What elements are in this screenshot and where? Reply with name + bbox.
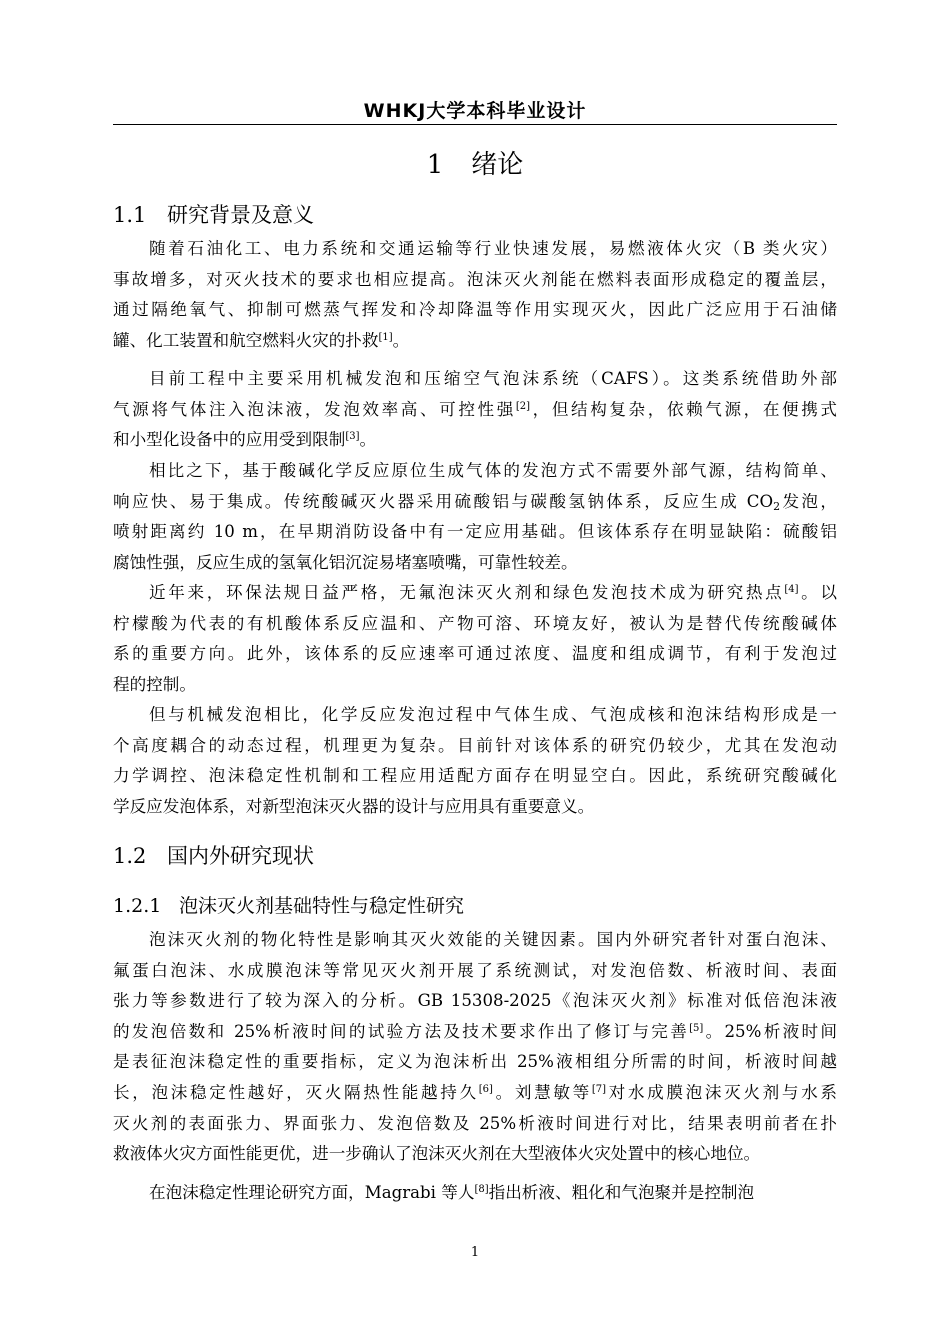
text-line bbox=[113, 517, 837, 548]
text-run: 救液体火灾方面性能更优，进一步确认了泡沫灭火剂在大型液体火灾处置中的核心地位。 bbox=[113, 1144, 761, 1164]
text-run: 的发泡倍数和 25%析液时间的试验方法及技术要求作出了修订与完善 bbox=[113, 1021, 690, 1041]
running-header: WHKJ大学本科毕业设计 bbox=[363, 100, 587, 122]
text-run: 。 bbox=[392, 330, 410, 350]
text-line bbox=[113, 956, 837, 987]
chapter-number: 1 bbox=[426, 150, 444, 180]
text-line bbox=[113, 234, 837, 265]
text-run: 对水成膜泡沫灭火剂与水系 bbox=[606, 1082, 837, 1102]
chapter-name: 绪论 bbox=[471, 150, 524, 180]
text-run: 是表征泡沫稳定性的重要指标，定义为泡沫析出 25%液相组分所需的时间，析液时间越 bbox=[113, 1052, 837, 1072]
text-line bbox=[113, 925, 837, 956]
text-line bbox=[113, 1139, 837, 1170]
citation-marker: [5] bbox=[689, 1022, 704, 1034]
section-title: 国内外研究现状 bbox=[167, 844, 314, 868]
text-line bbox=[113, 265, 837, 296]
text-line bbox=[113, 1017, 837, 1048]
paragraph-5 bbox=[113, 700, 837, 822]
text-line bbox=[113, 1109, 837, 1140]
subscript: 2 bbox=[773, 499, 781, 513]
text-run: 但与机械发泡相比，化学反应发泡过程中气体生成、气泡成核和泡沫结构形成是一 bbox=[149, 705, 837, 724]
text-run: 随着石油化工、电力系统和交通运输等行业快速发展，易燃液体火灾（B 类火灾） bbox=[149, 239, 837, 258]
text-line bbox=[113, 761, 837, 792]
text-run: 在泡沫稳定性理论研究方面，Magrabi 等人 bbox=[149, 1183, 475, 1202]
text-run: 程的控制。 bbox=[113, 674, 196, 694]
text-run: 近年来，环保法规日益严格，无氟泡沫灭火剂和绿色发泡技术成为研究热点 bbox=[149, 583, 785, 602]
text-line bbox=[113, 609, 837, 640]
citation-marker: [4] bbox=[784, 584, 799, 595]
text-line bbox=[113, 326, 837, 357]
citation-marker: [1] bbox=[378, 331, 393, 343]
text-line bbox=[113, 487, 837, 518]
header-rule bbox=[113, 124, 837, 125]
section-title: 泡沫灭火剂基础特性与稳定性研究 bbox=[179, 895, 465, 917]
text-line bbox=[113, 295, 837, 326]
text-run: 事故增多，对灭火技术的要求也相应提高。泡沫灭火剂能在燃料表面形成稳定的覆盖层， bbox=[113, 269, 837, 289]
text-line bbox=[113, 456, 837, 487]
text-run: 灭火剂的表面张力、界面张力、发泡倍数及 25%析液时间进行对比，结果表明前者在扑 bbox=[113, 1113, 837, 1133]
chapter-title bbox=[0, 144, 950, 181]
text-run: 学反应发泡体系，对新型泡沫灭火器的设计与应用具有重要意义。 bbox=[113, 796, 595, 816]
text-line bbox=[113, 639, 837, 670]
paragraph-6 bbox=[113, 925, 837, 1170]
text-run: 。 bbox=[359, 430, 377, 450]
text-run: 泡沫灭火剂的物化特性是影响其灭火效能的关键因素。国内外研究者针对蛋白泡沫、 bbox=[149, 930, 837, 949]
text-run: 。以 bbox=[798, 583, 838, 602]
text-line bbox=[113, 364, 837, 395]
paragraph-2 bbox=[113, 364, 837, 456]
text-run: 指出析液、粗化和气泡聚并是控制泡 bbox=[488, 1183, 755, 1202]
text-run: 通过隔绝氧气、抑制可燃蒸气挥发和冷却降温等作用实现灭火，因此广泛应用于石油储 bbox=[113, 300, 837, 320]
text-line bbox=[113, 1047, 837, 1078]
citation-marker: [3] bbox=[345, 431, 360, 443]
section-number: 1.1 bbox=[113, 203, 147, 227]
text-run: 力学调控、泡沫稳定性机制和工程应用适配方面存在明显空白。因此，系统研究酸碱化 bbox=[113, 766, 837, 786]
citation-marker: [8] bbox=[474, 1184, 489, 1195]
text-line bbox=[113, 986, 837, 1017]
text-run: 和小型化设备中的应用受到限制 bbox=[113, 430, 346, 450]
section-heading-1-1 bbox=[113, 199, 314, 229]
text-run: 目前工程中主要采用机械发泡和压缩空气泡沫系统（CAFS）。这类系统借助外部 bbox=[149, 369, 837, 388]
text-run: 。25%析液时间 bbox=[703, 1021, 837, 1041]
text-run: 罐、化工装置和航空燃料火灾的扑救 bbox=[113, 330, 379, 350]
text-run: 腐蚀性强，反应生成的氢氧化铝沉淀易堵塞喷嘴，可靠性较差。 bbox=[113, 552, 578, 572]
text-line bbox=[113, 670, 837, 701]
text-run: 。刘慧敏等 bbox=[492, 1082, 592, 1102]
citation-marker: [7] bbox=[591, 1083, 606, 1095]
text-line bbox=[113, 548, 837, 579]
text-run: 系的重要方向。此外，该体系的反应速率可通过浓度、温度和组成调节，有利于发泡过 bbox=[113, 644, 837, 664]
section-heading-1-2-1 bbox=[113, 891, 464, 918]
paragraph-7 bbox=[113, 1178, 837, 1209]
paragraph-4 bbox=[113, 578, 837, 700]
text-line bbox=[113, 425, 837, 456]
paragraph-3 bbox=[113, 456, 837, 578]
text-line bbox=[113, 395, 837, 426]
text-run: 个高度耦合的动态过程，机理更为复杂。目前针对该体系的研究仍较少，尤其在发泡动 bbox=[113, 735, 837, 755]
text-run: ，但结构复杂，依赖气源，在便携式 bbox=[530, 399, 837, 419]
citation-marker: [2] bbox=[515, 400, 531, 412]
section-title: 研究背景及意义 bbox=[167, 203, 314, 227]
text-run: 柠檬酸为代表的有机酸体系反应温和、产物可溶、环境友好，被认为是替代传统酸碱体 bbox=[113, 613, 837, 633]
citation-marker: [6] bbox=[478, 1083, 493, 1095]
text-run: 气源将气体注入泡沫液，发泡效率高、可控性强 bbox=[113, 399, 516, 419]
page-number: 1 bbox=[470, 1245, 480, 1260]
text-run: 张力等参数进行了较为深入的分析。GB 15308-2025《泡沫灭火剂》标准对低倍泡沫液 bbox=[113, 991, 837, 1011]
section-number: 1.2 bbox=[113, 844, 147, 868]
text-run: 发泡， bbox=[780, 491, 837, 511]
text-line bbox=[113, 578, 837, 609]
section-heading-1-2 bbox=[113, 840, 314, 870]
text-run: 响应快、易于集成。传统酸碱灭火器采用硫酸铝与碳酸氢钠体系，反应生成 CO bbox=[113, 491, 774, 511]
paragraph-1 bbox=[113, 234, 837, 356]
text-line bbox=[113, 792, 837, 823]
text-line bbox=[113, 1078, 837, 1109]
section-number: 1.2.1 bbox=[113, 895, 162, 917]
text-line bbox=[113, 1178, 837, 1209]
text-run: 长，泡沫稳定性越好，灭火隔热性能越持久 bbox=[113, 1082, 479, 1102]
text-line bbox=[113, 700, 837, 731]
text-run: 相比之下，基于酸碱化学反应原位生成气体的发泡方式不需要外部气源，结构简单、 bbox=[149, 461, 837, 480]
text-run: 氟蛋白泡沫、水成膜泡沫等常见灭火剂开展了系统测试，对发泡倍数、析液时间、表面 bbox=[113, 960, 837, 980]
text-run: 喷射距离约 10 m，在早期消防设备中有一定应用基础。但该体系存在明显缺陷：硫酸铝 bbox=[113, 522, 837, 542]
text-line bbox=[113, 731, 837, 762]
